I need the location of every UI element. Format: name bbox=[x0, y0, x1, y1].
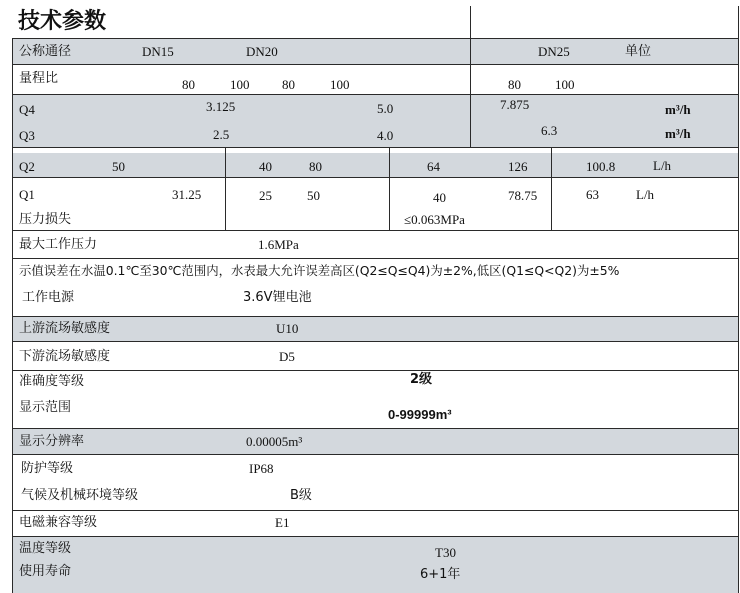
q1-value: 31.25 bbox=[172, 187, 202, 202]
rule bbox=[470, 6, 471, 148]
power-label: 工作电源 bbox=[22, 290, 75, 305]
rule bbox=[551, 147, 552, 231]
downstream-label: 下游流场敏感度 bbox=[19, 349, 111, 364]
rule bbox=[225, 147, 226, 231]
q3-dn15: 2.5 bbox=[213, 127, 230, 142]
max-pressure-value: 1.6MPa bbox=[258, 237, 299, 252]
max-pressure-label: 最大工作压力 bbox=[19, 237, 98, 252]
rule bbox=[12, 147, 738, 148]
q2-value: 126 bbox=[508, 159, 528, 174]
temperature-band bbox=[12, 537, 738, 593]
pressure-loss-value: ≤0.063MPa bbox=[404, 212, 465, 227]
resolution-band bbox=[12, 429, 738, 454]
resolution-label: 显示分辨率 bbox=[19, 434, 85, 449]
q2-label: Q2 bbox=[19, 159, 35, 174]
q2-value: 80 bbox=[309, 159, 322, 174]
range-ratio-value: 80 bbox=[182, 77, 195, 92]
q-band bbox=[12, 95, 738, 147]
rule bbox=[12, 258, 738, 259]
q1-value: 63 bbox=[586, 187, 599, 202]
rule bbox=[12, 38, 13, 593]
climate-label: 气候及机械环境等级 bbox=[21, 488, 139, 503]
q2-value: 100.8 bbox=[586, 159, 616, 174]
resolution-value: 0.00005m³ bbox=[246, 434, 303, 449]
error-note: 示值误差在水温0.1℃至30℃范围内，水表最大允许误差高区(Q2≤Q≤Q4)为±2%,低区(Q1≤Q<Q2)为±5% bbox=[19, 263, 620, 278]
range-ratio-label: 量程比 bbox=[19, 71, 59, 86]
q2-value: 40 bbox=[259, 159, 272, 174]
display-range-value: 0-99999m³ bbox=[388, 407, 452, 422]
q3-dn20: 4.0 bbox=[377, 128, 394, 143]
rule bbox=[12, 370, 738, 371]
rule bbox=[12, 316, 738, 317]
q3-dn25: 6.3 bbox=[541, 123, 558, 138]
pressure-loss-label: 压力损失 bbox=[19, 212, 72, 227]
rule bbox=[12, 94, 738, 95]
range-ratio-value: 100 bbox=[555, 77, 575, 92]
protection-label: 防护等级 bbox=[21, 461, 74, 476]
q1-value: 50 bbox=[307, 188, 320, 203]
rule bbox=[12, 177, 738, 178]
q2-unit: L/h bbox=[653, 158, 672, 173]
temperature-value: T30 bbox=[435, 545, 456, 560]
upstream-band bbox=[12, 317, 738, 341]
range-ratio-value: 80 bbox=[508, 77, 521, 92]
nominal-label: 公称通径 bbox=[19, 44, 72, 59]
power-value: 3.6V锂电池 bbox=[243, 290, 312, 305]
dn25-header: DN25 bbox=[538, 44, 570, 59]
rule bbox=[389, 147, 390, 231]
q3-unit: m³/h bbox=[665, 126, 691, 141]
rule bbox=[12, 510, 738, 511]
page-title: 技术参数 bbox=[18, 9, 107, 34]
downstream-value: D5 bbox=[279, 349, 295, 364]
rule bbox=[12, 536, 738, 537]
lifetime-label: 使用寿命 bbox=[19, 564, 72, 579]
rule bbox=[12, 428, 738, 429]
dn20-header: DN20 bbox=[246, 44, 278, 59]
climate-value: B级 bbox=[290, 488, 312, 503]
rule bbox=[738, 6, 739, 593]
q1-value: 25 bbox=[259, 188, 272, 203]
range-ratio-value: 80 bbox=[282, 77, 295, 92]
q3-label: Q3 bbox=[19, 128, 35, 143]
q4-unit: m³/h bbox=[665, 102, 691, 117]
q4-label: Q4 bbox=[19, 102, 35, 117]
rule bbox=[12, 341, 738, 342]
q1-label: Q1 bbox=[19, 187, 35, 202]
dn15-header: DN15 bbox=[142, 44, 174, 59]
emc-value: E1 bbox=[275, 515, 290, 530]
rule bbox=[12, 64, 738, 65]
q4-dn15: 3.125 bbox=[206, 99, 236, 114]
emc-label: 电磁兼容等级 bbox=[19, 515, 98, 530]
protection-value: IP68 bbox=[249, 461, 274, 476]
upstream-value: U10 bbox=[276, 321, 299, 336]
range-ratio-value: 100 bbox=[230, 77, 250, 92]
q2-value: 64 bbox=[427, 159, 440, 174]
q4-dn20: 5.0 bbox=[377, 101, 394, 116]
q1-value: 78.75 bbox=[508, 188, 538, 203]
q1-value: 40 bbox=[433, 190, 446, 205]
q2-value: 50 bbox=[112, 159, 125, 174]
range-ratio-value: 100 bbox=[330, 77, 350, 92]
q1-unit: L/h bbox=[636, 187, 655, 202]
upstream-label: 上游流场敏感度 bbox=[19, 321, 111, 336]
unit-header: 单位 bbox=[625, 44, 652, 59]
accuracy-label: 准确度等级 bbox=[19, 374, 85, 389]
display-range-label: 显示范围 bbox=[19, 400, 72, 415]
rule bbox=[12, 454, 738, 455]
lifetime-value: 6+1年 bbox=[420, 567, 461, 582]
temperature-label: 温度等级 bbox=[19, 541, 72, 556]
accuracy-value: 2级 bbox=[410, 372, 433, 387]
rule bbox=[12, 38, 738, 39]
q4-dn25: 7.875 bbox=[500, 97, 530, 112]
rule bbox=[12, 230, 738, 231]
